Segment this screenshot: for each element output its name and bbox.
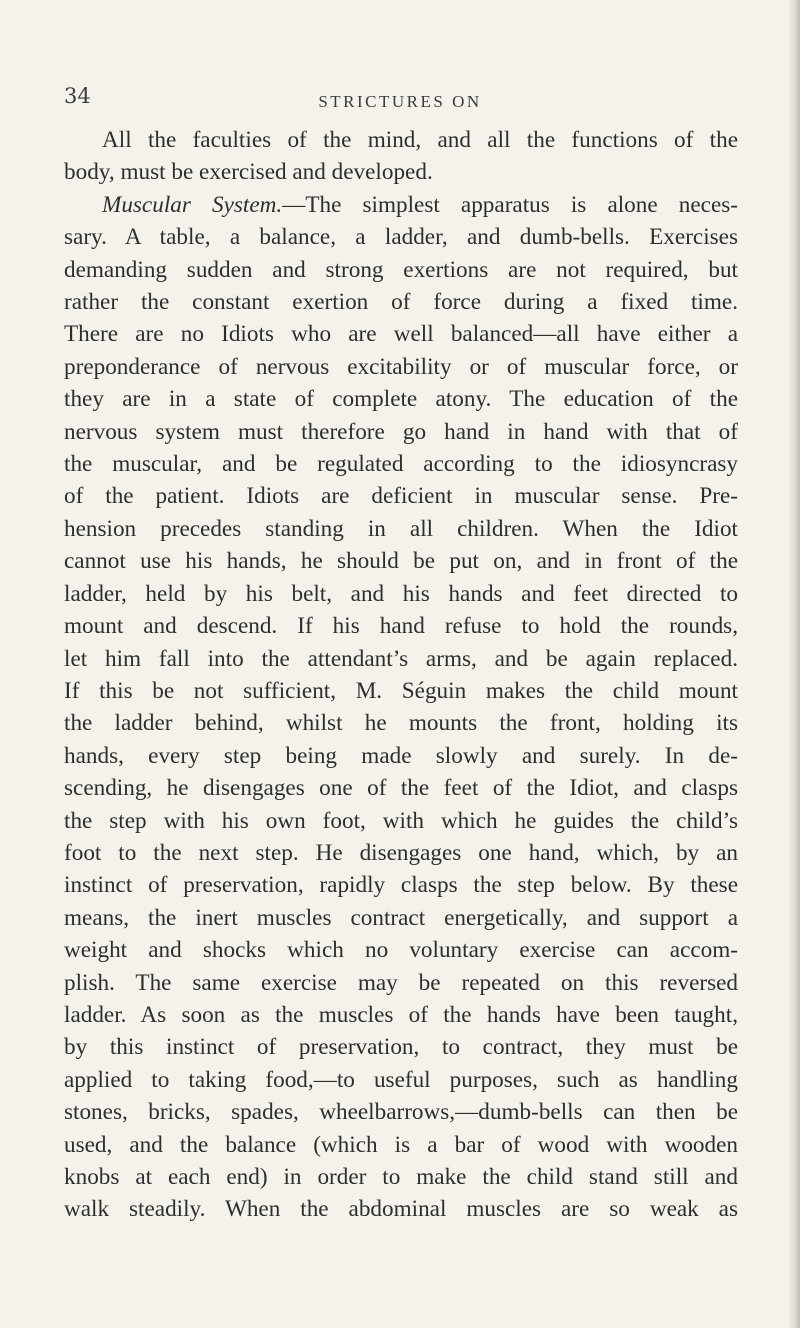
text-line: by this instinct of preservation, to contract, they must be [64, 1034, 738, 1061]
text-line: knobs at each end) in order to make the child stand still and [64, 1164, 738, 1190]
text-line: means, the inert muscles contract energetically, and support a [64, 904, 738, 931]
text-line: walk steadily. When the abdominal muscles are so weak as [64, 1196, 738, 1223]
text-line: applied to taking food,—to useful purposes, such as handling [64, 1066, 738, 1093]
text-line: All the faculties of the mind, and all the functions of the [102, 127, 738, 153]
text-line: let him fall into the attendant’s arms, and be again replaced. [64, 645, 738, 672]
text-line: stones, bricks, spades, wheelbarrows,—dumb-bells can then be [64, 1099, 738, 1126]
text-line-tail: —The simplest apparatus is alone neces- [282, 191, 738, 218]
text-line: used, and the balance (which is a bar of wood with wooden [64, 1131, 738, 1158]
text-line-with-heading [64, 189, 738, 221]
text-line: body, must be exercised and developed. [64, 159, 433, 186]
text-line: foot to the next step. He disengages one hand, which, by an [64, 839, 738, 866]
text-line: ladder, held by his belt, and his hands and feet directed to [64, 580, 738, 607]
text-line: rather the constant exertion of force during a fixed time. [64, 289, 738, 316]
text-line: hension precedes standing in all children. When the Idiot [64, 515, 738, 542]
text-line: of the patient. Idiots are deficient in muscular sense. Pre- [64, 483, 738, 510]
text-line: There are no Idiots who are well balanced—all have either a [64, 321, 738, 348]
page-number: 34 [64, 84, 91, 108]
text-line: ladder. As soon as the muscles of the hands have been taught, [64, 1001, 738, 1028]
text-line: hands, every step being made slowly and surely. In de- [64, 742, 738, 769]
text-line: the muscular, and be regulated according to the idiosyncrasy [64, 451, 738, 478]
text-line: mount and descend. If his hand refuse to hold the rounds, [64, 613, 738, 640]
text-line: the ladder behind, whilst he mounts the front, holding its [64, 710, 738, 737]
text-line: the step with his own foot, with which he guides the child’s [64, 807, 738, 834]
running-head: STRICTURES ON [318, 92, 482, 111]
text-line: weight and shocks which no voluntary exercise can accom- [64, 937, 738, 964]
text-line: scending, he disengages one of the feet of the Idiot, and clasps [64, 775, 738, 802]
text-line: preponderance of nervous excitability or of muscular force, or [64, 353, 738, 380]
text-line: they are in a state of complete atony. The education of the [64, 386, 738, 413]
text-line: cannot use his hands, he should be put on, and in front of the [64, 548, 738, 575]
text-line: nervous system must therefore go hand in hand with that of [64, 418, 738, 445]
text-line: instinct of preservation, rapidly clasps the step below. By these [64, 872, 738, 899]
text-line: plish. The same exercise may be repeated on this reversed [64, 969, 738, 996]
section-heading: Muscular System. [102, 191, 283, 218]
page-edge-shadow [788, 0, 800, 1328]
text-line: demanding sudden and strong exertions are not required, but [64, 256, 738, 283]
text-line: If this be not sufficient, M. Séguin makes the child mount [64, 677, 738, 704]
body-text [64, 124, 738, 1226]
text-line: sary. A table, a balance, a ladder, and dumb-bells. Exercises [64, 224, 738, 251]
